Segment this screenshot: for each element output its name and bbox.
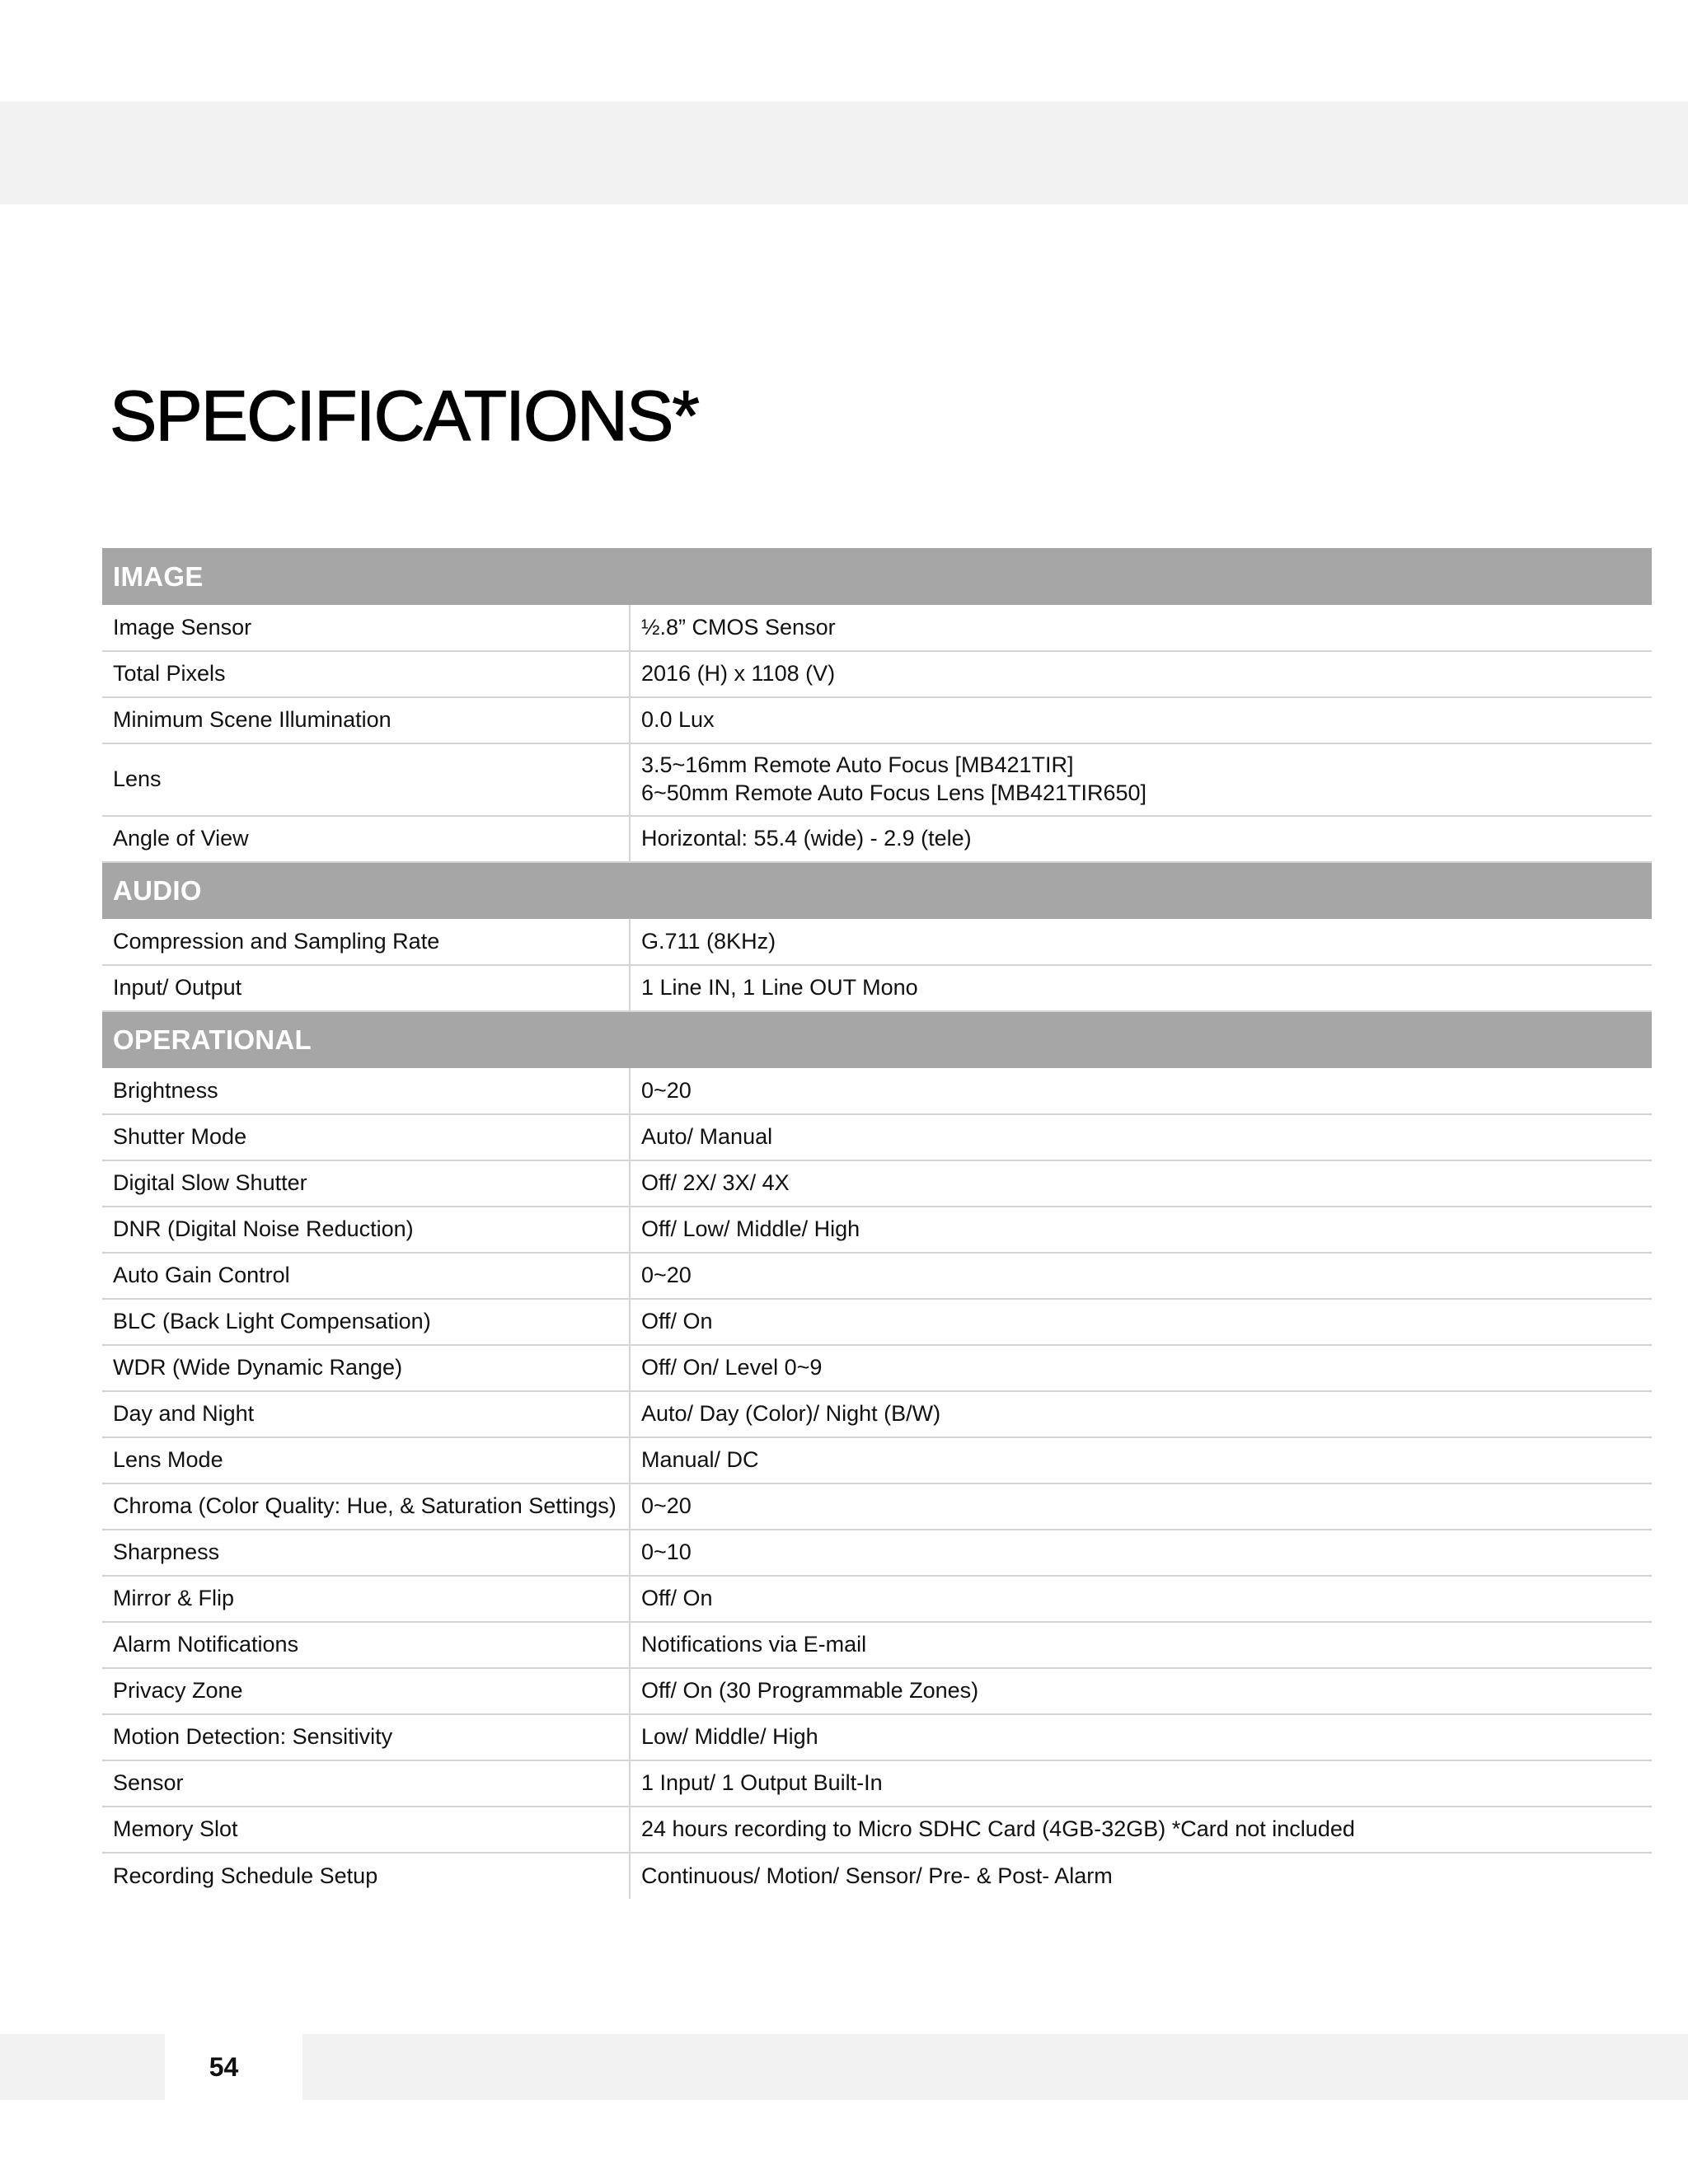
spec-value-line: 0~20 bbox=[641, 1077, 692, 1103]
spec-value bbox=[630, 743, 1652, 816]
spec-label: Alarm Notifications bbox=[102, 1622, 630, 1668]
specifications-table bbox=[102, 548, 1652, 1899]
section-header-audio bbox=[102, 862, 1652, 919]
spec-value bbox=[630, 697, 1652, 743]
spec-label: Auto Gain Control bbox=[102, 1253, 630, 1299]
spec-value-line: Notifications via E-mail bbox=[641, 1632, 867, 1657]
spec-value-line: Horizontal: 55.4 (wide) - 2.9 (tele) bbox=[641, 826, 972, 851]
table-row bbox=[102, 1437, 1652, 1483]
page-number: 54 bbox=[209, 2052, 239, 2082]
table-row bbox=[102, 1299, 1652, 1345]
table-row bbox=[102, 1068, 1652, 1114]
spec-value-line: Off/ On/ Level 0~9 bbox=[641, 1355, 823, 1380]
spec-value-line: Manual/ DC bbox=[641, 1447, 759, 1473]
spec-value-line: 2016 (H) x 1108 (V) bbox=[641, 661, 836, 687]
spec-label: Privacy Zone bbox=[102, 1668, 630, 1714]
spec-value-line: 0~20 bbox=[641, 1493, 692, 1519]
table-row bbox=[102, 1576, 1652, 1622]
table-row bbox=[102, 965, 1652, 1011]
spec-value-line: 0~10 bbox=[641, 1540, 692, 1565]
table-row bbox=[102, 1114, 1652, 1160]
spec-label: BLC (Back Light Compensation) bbox=[102, 1299, 630, 1345]
spec-label: Memory Slot bbox=[102, 1807, 630, 1853]
table-row bbox=[102, 1345, 1652, 1391]
spec-label: Sensor bbox=[102, 1760, 630, 1807]
spec-label: Total Pixels bbox=[102, 651, 630, 697]
spec-value bbox=[630, 1345, 1652, 1391]
spec-value-line: Off/ On (30 Programmable Zones) bbox=[641, 1678, 979, 1704]
spec-value bbox=[630, 1253, 1652, 1299]
table-row bbox=[102, 1668, 1652, 1714]
spec-value bbox=[630, 1437, 1652, 1483]
spec-value bbox=[630, 1068, 1652, 1114]
spec-value-line: Auto/ Day (Color)/ Night (B/W) bbox=[641, 1401, 941, 1427]
spec-label: Recording Schedule Setup bbox=[102, 1853, 630, 1899]
spec-label: Brightness bbox=[102, 1068, 630, 1114]
table-row bbox=[102, 816, 1652, 862]
spec-value bbox=[630, 1160, 1652, 1207]
spec-label: Image Sensor bbox=[102, 605, 630, 651]
spec-value-line: 6~50mm Remote Auto Focus Lens [MB421TIR650] bbox=[641, 780, 1147, 805]
spec-label: DNR (Digital Noise Reduction) bbox=[102, 1207, 630, 1253]
spec-label: Chroma (Color Quality: Hue, & Saturation Settings) bbox=[102, 1483, 630, 1530]
table-row bbox=[102, 919, 1652, 965]
section-header-operational bbox=[102, 1011, 1652, 1068]
spec-label: Lens Mode bbox=[102, 1437, 630, 1483]
spec-value-line: 24 hours recording to Micro SDHC Card (4GB-32GB) *Card not included bbox=[641, 1816, 1355, 1842]
spec-value-line: 3.5~16mm Remote Auto Focus [MB421TIR] bbox=[641, 752, 1074, 778]
spec-value-line: ½.8” CMOS Sensor bbox=[641, 614, 836, 640]
table-row bbox=[102, 1853, 1652, 1899]
spec-value-line: Off/ On bbox=[641, 1309, 713, 1334]
spec-value bbox=[630, 1114, 1652, 1160]
spec-label: Lens bbox=[102, 743, 630, 816]
spec-value bbox=[630, 1714, 1652, 1760]
spec-value-line: 0~20 bbox=[641, 1263, 692, 1288]
spec-label: Sharpness bbox=[102, 1530, 630, 1576]
spec-value-line: 1 Line IN, 1 Line OUT Mono bbox=[641, 975, 918, 1001]
table-row bbox=[102, 743, 1652, 816]
spec-value-line: Continuous/ Motion/ Sensor/ Pre- & Post- Alarm bbox=[641, 1863, 1113, 1888]
spec-label: Shutter Mode bbox=[102, 1114, 630, 1160]
table-row bbox=[102, 1207, 1652, 1253]
header-band bbox=[0, 101, 1688, 204]
specifications-table-body bbox=[102, 548, 1652, 1899]
spec-value bbox=[630, 1760, 1652, 1807]
spec-label: Digital Slow Shutter bbox=[102, 1160, 630, 1207]
spec-label: Compression and Sampling Rate bbox=[102, 919, 630, 965]
table-row bbox=[102, 1622, 1652, 1668]
table-row bbox=[102, 1253, 1652, 1299]
spec-value-line: Off/ 2X/ 3X/ 4X bbox=[641, 1170, 790, 1196]
section-heading: IMAGE bbox=[102, 548, 1652, 605]
spec-value bbox=[630, 1530, 1652, 1576]
page-title: SPECIFICATIONS* bbox=[110, 377, 698, 456]
spec-label: WDR (Wide Dynamic Range) bbox=[102, 1345, 630, 1391]
spec-value-line: Low/ Middle/ High bbox=[641, 1724, 818, 1750]
spec-value bbox=[630, 919, 1652, 965]
table-row bbox=[102, 1760, 1652, 1807]
table-row bbox=[102, 1714, 1652, 1760]
section-heading: AUDIO bbox=[102, 862, 1652, 919]
spec-label: Motion Detection: Sensitivity bbox=[102, 1714, 630, 1760]
spec-value-line: 1 Input/ 1 Output Built-In bbox=[641, 1770, 883, 1796]
spec-value bbox=[630, 816, 1652, 862]
spec-value bbox=[630, 1391, 1652, 1437]
table-row bbox=[102, 1483, 1652, 1530]
spec-value-line: Auto/ Manual bbox=[641, 1124, 773, 1150]
table-row bbox=[102, 1530, 1652, 1576]
spec-label: Mirror & Flip bbox=[102, 1576, 630, 1622]
spec-value bbox=[630, 1576, 1652, 1622]
table-row bbox=[102, 605, 1652, 651]
spec-value-line: Off/ On bbox=[641, 1586, 713, 1611]
spec-value bbox=[630, 1668, 1652, 1714]
table-row bbox=[102, 1807, 1652, 1853]
spec-value-line: 0.0 Lux bbox=[641, 707, 715, 733]
section-header-image bbox=[102, 548, 1652, 605]
spec-label: Input/ Output bbox=[102, 965, 630, 1011]
spec-label: Angle of View bbox=[102, 816, 630, 862]
section-heading: OPERATIONAL bbox=[102, 1011, 1652, 1068]
spec-value-line: Off/ Low/ Middle/ High bbox=[641, 1216, 860, 1242]
table-row bbox=[102, 1391, 1652, 1437]
table-row bbox=[102, 651, 1652, 697]
spec-value-line: G.711 (8KHz) bbox=[641, 928, 776, 954]
spec-value bbox=[630, 1853, 1652, 1899]
spec-value bbox=[630, 1622, 1652, 1668]
spec-value bbox=[630, 1299, 1652, 1345]
spec-label: Minimum Scene Illumination bbox=[102, 697, 630, 743]
spec-value bbox=[630, 1207, 1652, 1253]
spec-value bbox=[630, 651, 1652, 697]
spec-value bbox=[630, 965, 1652, 1011]
table-row bbox=[102, 1160, 1652, 1207]
table-row bbox=[102, 697, 1652, 743]
spec-value bbox=[630, 1483, 1652, 1530]
spec-value bbox=[630, 1807, 1652, 1853]
spec-label: Day and Night bbox=[102, 1391, 630, 1437]
spec-value bbox=[630, 605, 1652, 651]
